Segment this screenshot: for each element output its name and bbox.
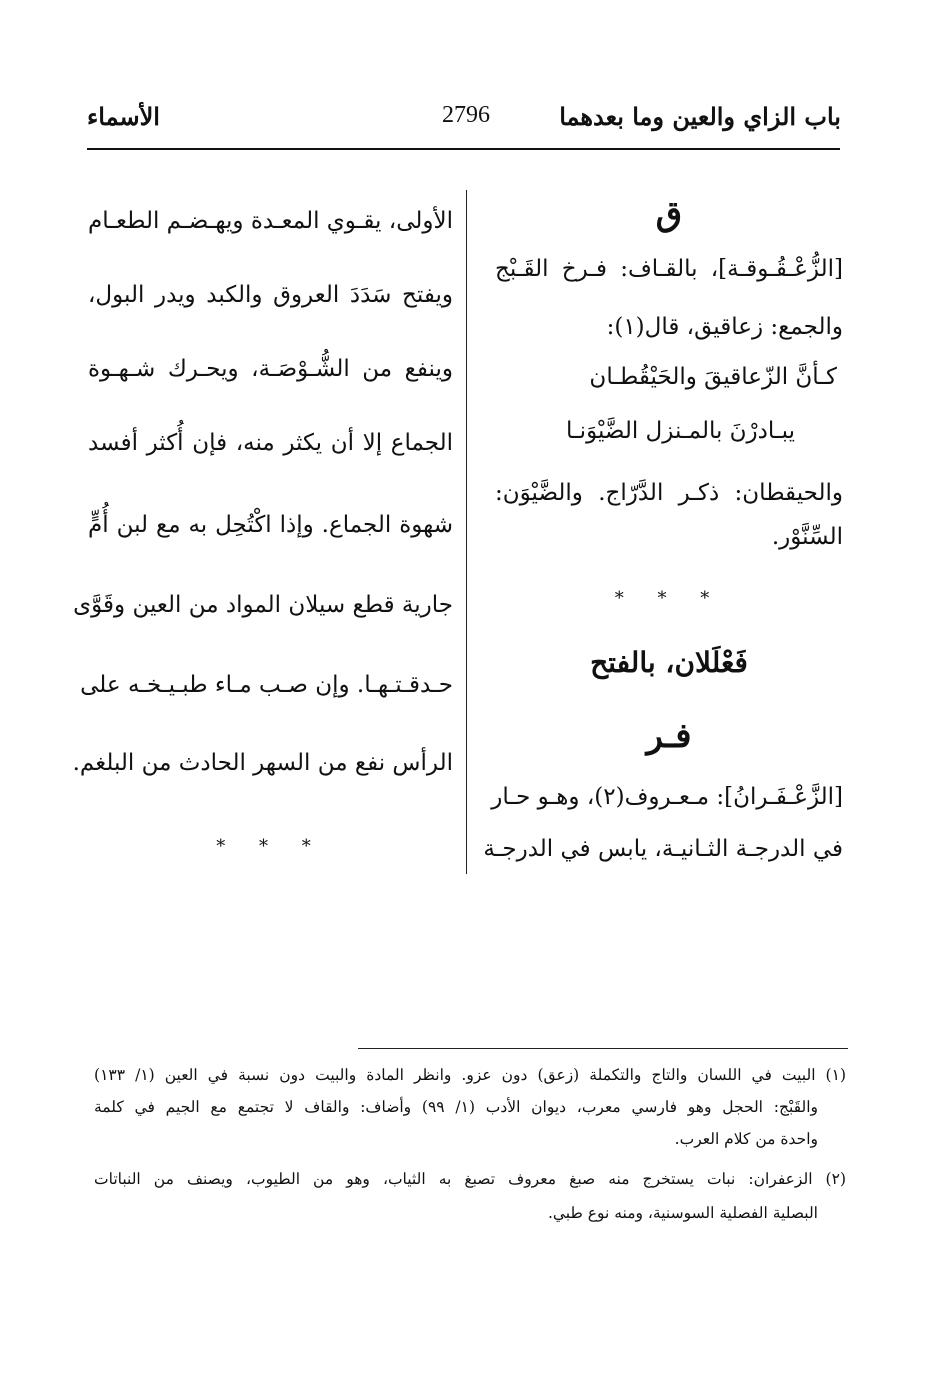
left-column: [72, 190, 453, 880]
verse-line: كـأنَّ الزّعاقيقَ والحَيْقُطـان: [589, 364, 837, 390]
letter-heading-fr: فـر: [646, 716, 692, 756]
entry-line: [الزُّعْـقُـوقـة]، بالقـاف: فـرخ القَـبْج: [495, 256, 843, 282]
verse-line: يبـادرْنَ بالمـنزل الضَّيْوَنـا: [565, 418, 795, 444]
section-title: الأسماء: [87, 102, 160, 131]
entry-line: ويفتح سَدَدَ العروق والكبد ويدر البول،: [88, 282, 453, 308]
entry-line: حـدقـتـهـا. وإن صـب مـاء طبـيـخـه على: [80, 672, 453, 698]
entry-line: الرأس نفع من السهر الحادث من البلغم.: [72, 750, 453, 776]
entry-line: جارية قطع سيلان المواد من العين وقَوَّى: [73, 592, 453, 618]
footnote-rule: [358, 1048, 848, 1049]
section-heading: فَعْلَلان، بالفتح: [590, 646, 748, 679]
entry-line: والجمع: زعاقيق، قال(١):: [606, 314, 843, 340]
page-number: 2796: [442, 102, 490, 128]
entry-line: شهوة الجماع. وإذا اكْتُحِل به مع لبن أُمٍّ: [88, 512, 453, 538]
footnote-line: (١) البيت في اللسان والتاج والتكملة (زعق) دون عزو. وانظر المادة والبيت دون نسبة في العين (١/ ١٣٣): [94, 1066, 846, 1084]
footnote-line: البصلية الفصلية السوسنية، ومنه نوع طبي.: [547, 1204, 818, 1222]
entry-line: وينفع من الشُّـوْصَـة، ويحـرك شـهـوة: [88, 356, 453, 382]
entry-line: السِّنَّوْر.: [771, 524, 843, 550]
section-separator: * * *: [216, 836, 325, 857]
entry-line: في الدرجـة الثـانيـة، يابس في الدرجـة: [483, 836, 843, 862]
entry-line: الأولى، يقـوي المعـدة ويهـضـم الطعـام: [88, 208, 453, 234]
footnote-line: واحدة من كلام العرب.: [674, 1130, 818, 1148]
right-column: [483, 190, 843, 880]
letter-heading-qaf: ق: [655, 194, 683, 234]
entry-line: الجماع إلا أن يكثر منه، فإن أُكثر أفسد: [88, 430, 453, 456]
header-rule: [87, 148, 840, 150]
footnote-line: (٢) الزعفران: نبات يستخرج منه صبغ معروف تصبغ به الثياب، وهو من الطيوب، ويصنف من النباتات: [94, 1170, 846, 1188]
footnote-line: والقَبْج: الحجل وهو فارسي معرب، ديوان الأدب (١/ ٩٩) وأضاف: والقاف لا تجتمع مع الجيم في كلمة: [94, 1098, 818, 1116]
entry-line: والحيقطان: ذكـر الدَّرّاج. والضَّيْوَن:: [495, 480, 843, 506]
chapter-title: باب الزاي والعين وما بعدهما: [559, 102, 841, 131]
column-divider: [466, 190, 467, 874]
entry-line: [الزَّعْـفَـرانُ]: مـعـروف(٢)، وهـو حـار: [491, 784, 843, 810]
section-separator: * * *: [614, 588, 724, 609]
